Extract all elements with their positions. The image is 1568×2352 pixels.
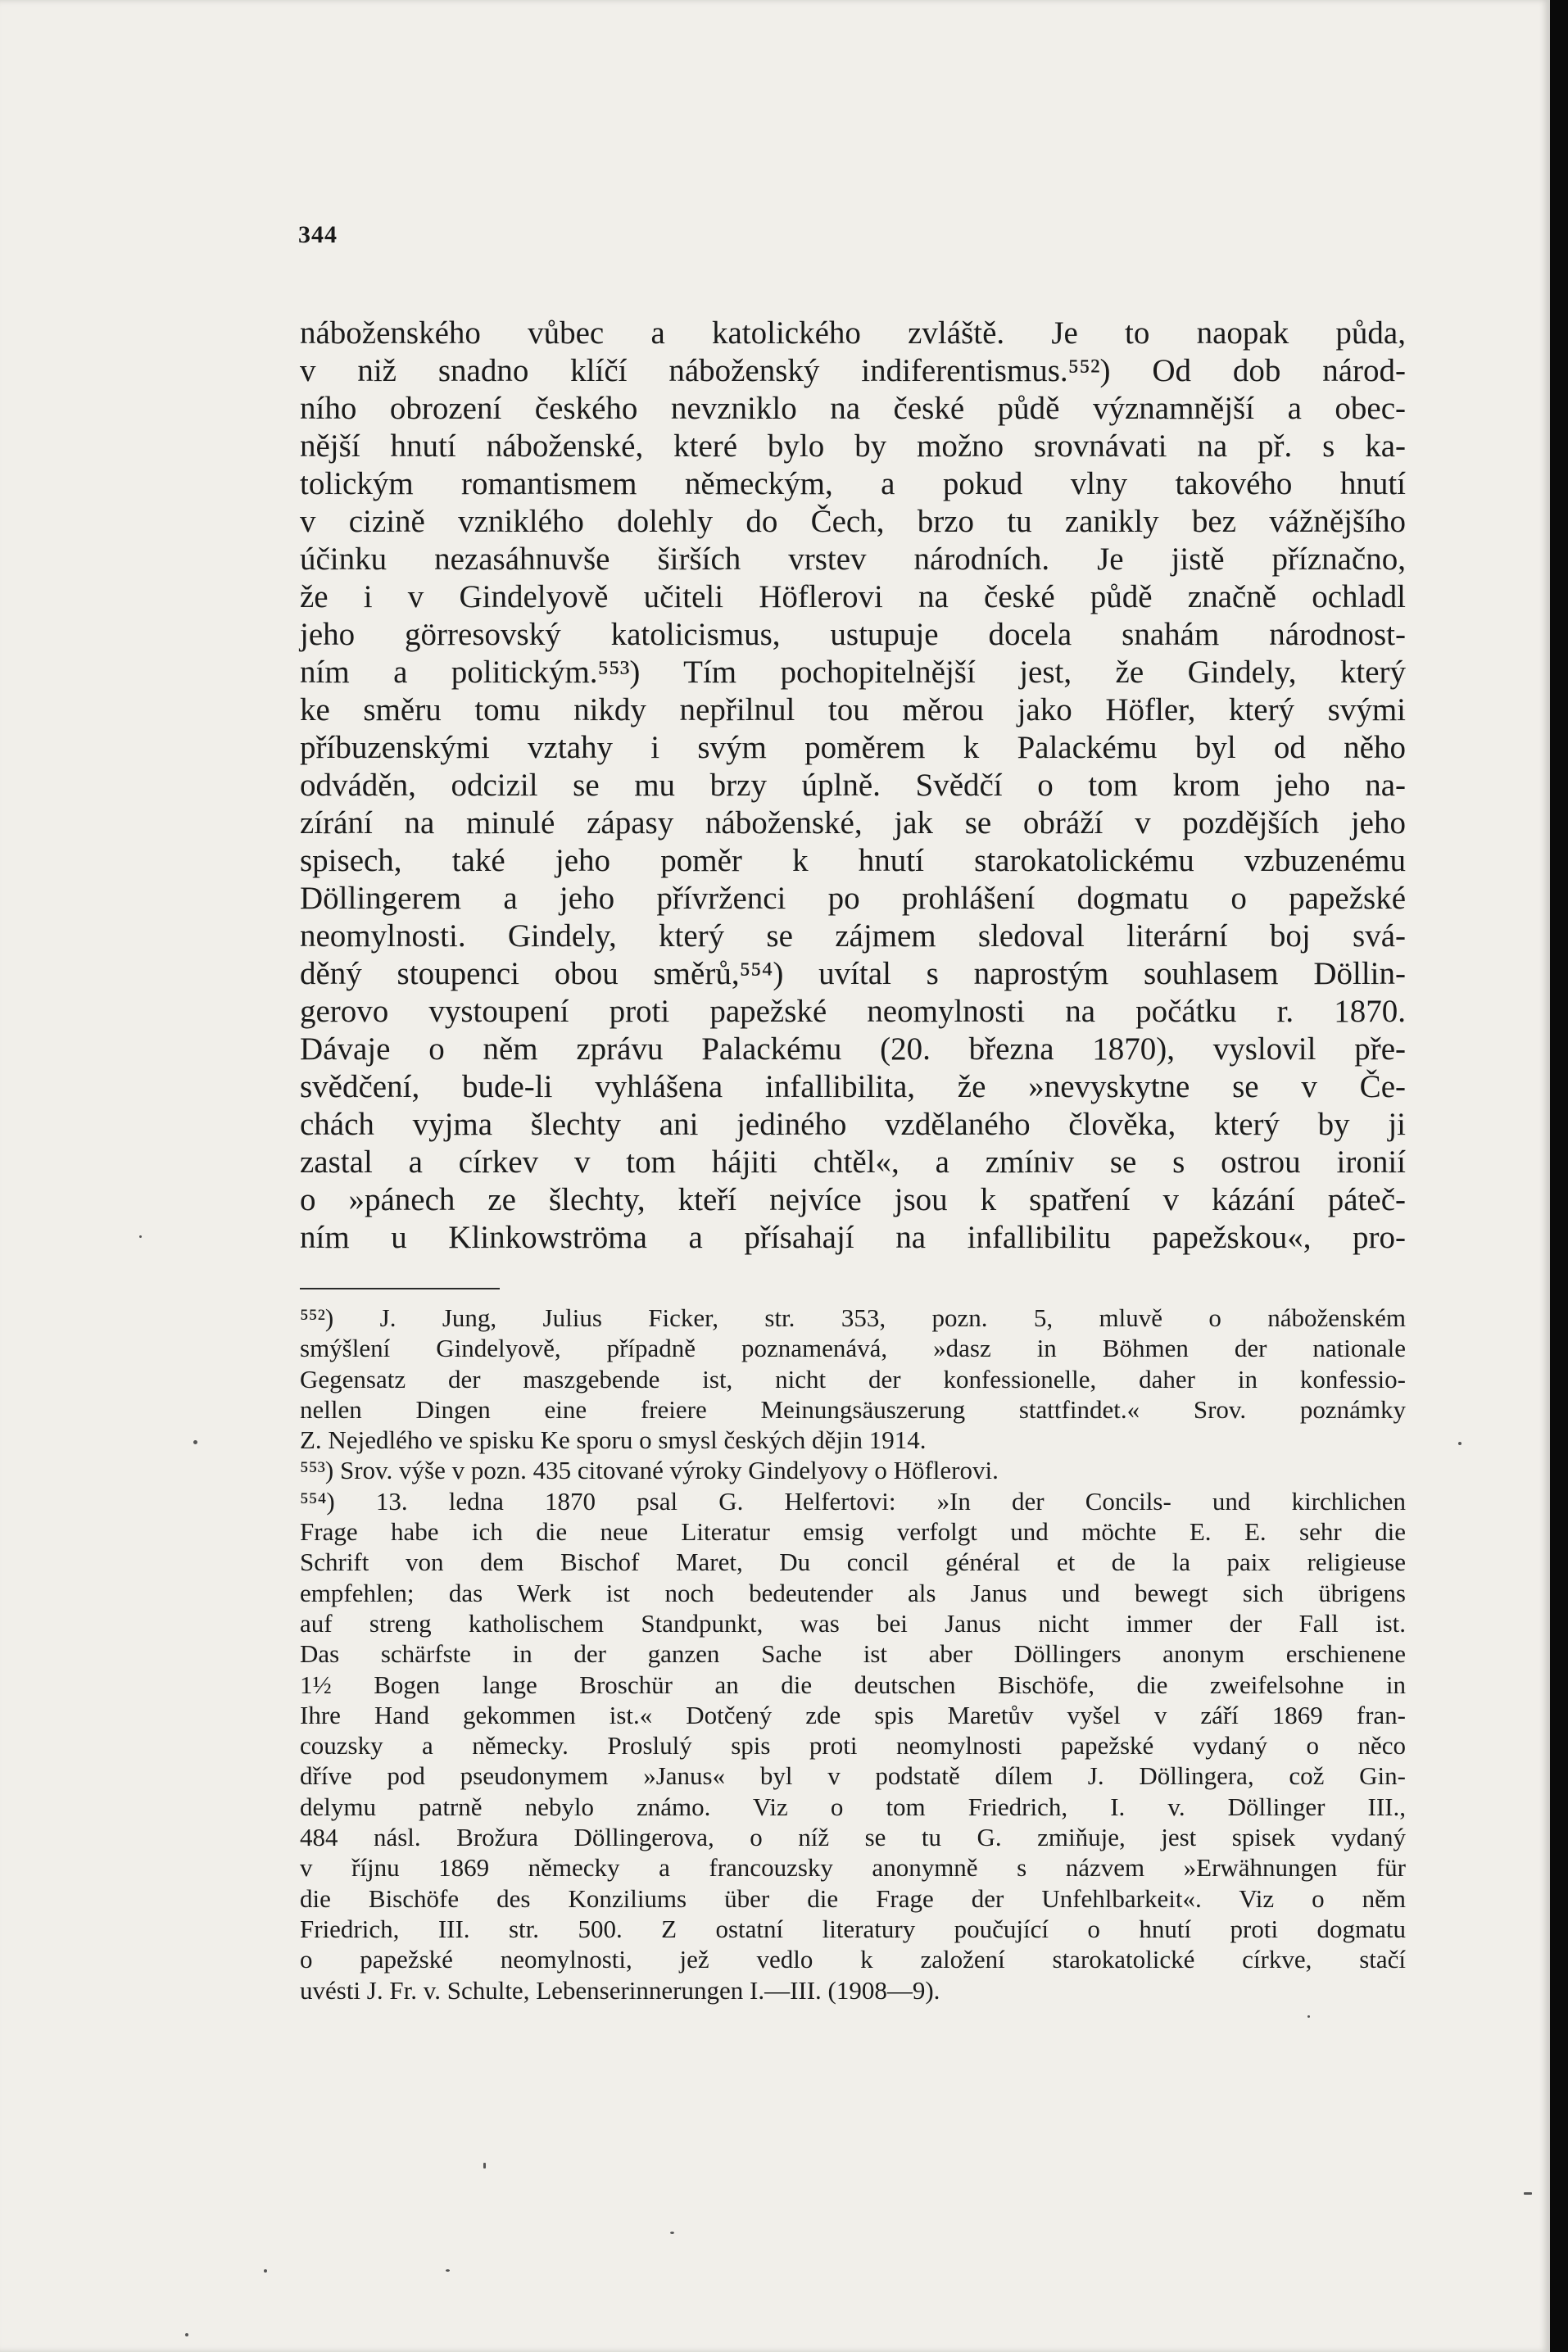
footnote-line: 484 násl. Brožura Döllingerova, o níž se tu G. zmiňuje, jest spisek vydaný bbox=[300, 1823, 1406, 1852]
scan-speck bbox=[1524, 2192, 1532, 2195]
text-line: ke směru tomu nikdy nepřilnul tou měrou jako Höfler, který svými bbox=[300, 692, 1406, 727]
footnote-line: Gegensatz der maszgebende ist, nicht der konfessionelle, daher in konfessio- bbox=[300, 1364, 1406, 1394]
text-line: že i v Gindelyově učiteli Höflerovi na české půdě značně ochladl bbox=[300, 579, 1406, 614]
footnote-line: ⁵⁵³) Srov. výše v pozn. 435 citované výroky Gindelyovy o Höflerovi. bbox=[300, 1456, 999, 1485]
footnote-line: uvésti J. Fr. v. Schulte, Lebenserinnerungen I.—III. (1908—9). bbox=[300, 1975, 940, 2005]
footnote-divider bbox=[300, 1288, 500, 1289]
scan-speck bbox=[1458, 1442, 1462, 1445]
text-line: děný stoupenci obou směrů,⁵⁵⁴) uvítal s naprostým souhlasem Döllin- bbox=[300, 956, 1406, 991]
text-line: ního obrození českého nevzniklo na české půdě významnější a obec- bbox=[300, 391, 1406, 426]
text-line: o »pánech ze šlechty, kteří nejvíce jsou k spatření v kázání páteč- bbox=[300, 1182, 1406, 1217]
footnote-line: empfehlen; das Werk ist noch bedeutender als Janus und bewegt sich übrigens bbox=[300, 1578, 1406, 1607]
text-line: účinku nezasáhnuvše širších vrstev národních. Je jistě příznačno, bbox=[300, 542, 1406, 577]
text-line: ním a politickým.⁵⁵³) Tím pochopitelnější jest, že Gindely, který bbox=[300, 655, 1406, 690]
text-line: Dávaje o něm zprávu Palackému (20. března 1870), vyslovil pře- bbox=[300, 1031, 1406, 1067]
text-line: gerovo vystoupení proti papežské neomylnosti na počátku r. 1870. bbox=[300, 994, 1406, 1029]
scan-speck bbox=[1307, 2015, 1310, 2018]
text-line: náboženského vůbec a katolického zvláště. Je to naopak půda, bbox=[300, 315, 1406, 351]
scan-speck bbox=[483, 2163, 486, 2168]
text-line: zírání na minulé zápasy náboženské, jak se obráží v pozdějších jeho bbox=[300, 805, 1406, 841]
footnote-line: Frage habe ich die neue Literatur emsig verfolgt und möchte E. E. sehr die bbox=[300, 1517, 1406, 1547]
footnote-line: die Bischöfe des Konziliums über die Frage der Unfehlbarkeit«. Viz o něm bbox=[300, 1883, 1406, 1913]
text-line: v niž snadno klíčí náboženský indiferentismus.⁵⁵²) Od dob národ- bbox=[300, 353, 1406, 388]
text-line: svědčení, bude-li vyhlášena infallibilita, že »nevyskytne se v Če- bbox=[300, 1069, 1406, 1104]
text-line: odváděn, odcizil se mu brzy úplně. Svědčí o tom krom jeho na- bbox=[300, 768, 1406, 803]
footnote-line: smýšlení Gindelyově, případně poznamenává, »dasz in Böhmen der nationale bbox=[300, 1334, 1406, 1363]
footnotes bbox=[300, 1303, 1406, 2005]
scan-speck bbox=[185, 2333, 188, 2336]
text-line: chách vyjma šlechty ani jediného vzdělaného člověka, který by ji bbox=[300, 1107, 1406, 1142]
text-line: ním u Klinkowströma a přísahají na infallibilitu papežskou«, pro- bbox=[300, 1220, 1406, 1255]
scan-speck bbox=[670, 2232, 674, 2234]
footnote-line: 1½ Bogen lange Broschür an die deutschen Bischöfe, die zweifelsohne in bbox=[300, 1670, 1406, 1699]
text-line: v cizině vzniklého dolehly do Čech, brzo tu zanikly bez vážnějšího bbox=[300, 504, 1406, 539]
scan-speck bbox=[139, 1235, 142, 1238]
footnote-line: Das schärfste in der ganzen Sache ist aber Döllingers anonym erschienene bbox=[300, 1639, 1406, 1669]
footnote-line: couzsky a německy. Proslulý spis proti neomylnosti papežské vydaný o něco bbox=[300, 1731, 1406, 1761]
text-line: nější hnutí náboženské, které bylo by možno srovnávati na př. s ka- bbox=[300, 428, 1406, 464]
text-line: zastal a církev v tom hájiti chtěl«, a zmíniv se s ostrou ironií bbox=[300, 1144, 1406, 1180]
footnote-line: auf streng katholischem Standpunkt, was bei Janus nicht immer der Fall ist. bbox=[300, 1608, 1406, 1638]
footnote-line: Z. Nejedlého ve spisku Ke sporu o smysl českých dějin 1914. bbox=[300, 1425, 927, 1455]
scan-speck bbox=[193, 1440, 197, 1444]
scan-border bbox=[1550, 0, 1568, 2352]
footnote-line: o papežské neomylnosti, jež vedlo k založení starokatolické církve, stačí bbox=[300, 1945, 1406, 1974]
main-text bbox=[300, 315, 1406, 1257]
scan-speck bbox=[264, 2269, 267, 2273]
footnote-line: ⁵⁵²) J. Jung, Julius Ficker, str. 353, pozn. 5, mluvě o náboženském bbox=[300, 1303, 1406, 1332]
text-line: jeho görresovský katolicismus, ustupuje docela snahám národnost- bbox=[300, 617, 1406, 652]
footnote-line: nellen Dingen eine freiere Meinungsäuszerung stattfindet.« Srov. poznámky bbox=[300, 1394, 1406, 1424]
footnote-line: Schrift von dem Bischof Maret, Du concil général et de la paix religieuse bbox=[300, 1548, 1406, 1577]
footnote-line: dříve pod pseudonymem »Janus« byl v podstatě dílem J. Döllingera, což Gin- bbox=[300, 1761, 1406, 1791]
footnote-line: delymu patrně nebylo známo. Viz o tom Friedrich, I. v. Döllinger III., bbox=[300, 1792, 1406, 1821]
text-line: spisech, také jeho poměr k hnutí starokatolickému vzbuzenému bbox=[300, 843, 1406, 878]
footnote-line: ⁵⁵⁴) 13. ledna 1870 psal G. Helfertovi: »In der Concils- und kirchlichen bbox=[300, 1486, 1406, 1516]
page-number: 344 bbox=[298, 221, 338, 248]
footnote-line: Ihre Hand gekommen ist.« Dotčený zde spis Maretův vyšel v září 1869 fran- bbox=[300, 1700, 1406, 1729]
scan-speck bbox=[446, 2269, 450, 2272]
text-line: neomylnosti. Gindely, který se zájmem sledoval literární boj svá- bbox=[300, 918, 1406, 954]
text-line: příbuzenskými vztahy i svým poměrem k Palackému byl od něho bbox=[300, 730, 1406, 765]
text-line: Döllingerem a jeho přívrženci po prohlášení dogmatu o papežské bbox=[300, 881, 1406, 916]
footnote-line: Friedrich, III. str. 500. Z ostatní literatury poučující o hnutí proti dogmatu bbox=[300, 1914, 1406, 1943]
text-line: tolickým romantismem německým, a pokud vlny takového hnutí bbox=[300, 466, 1406, 501]
footnote-line: v říjnu 1869 německy a francouzsky anonymně s názvem »Erwähnungen für bbox=[300, 1853, 1406, 1883]
